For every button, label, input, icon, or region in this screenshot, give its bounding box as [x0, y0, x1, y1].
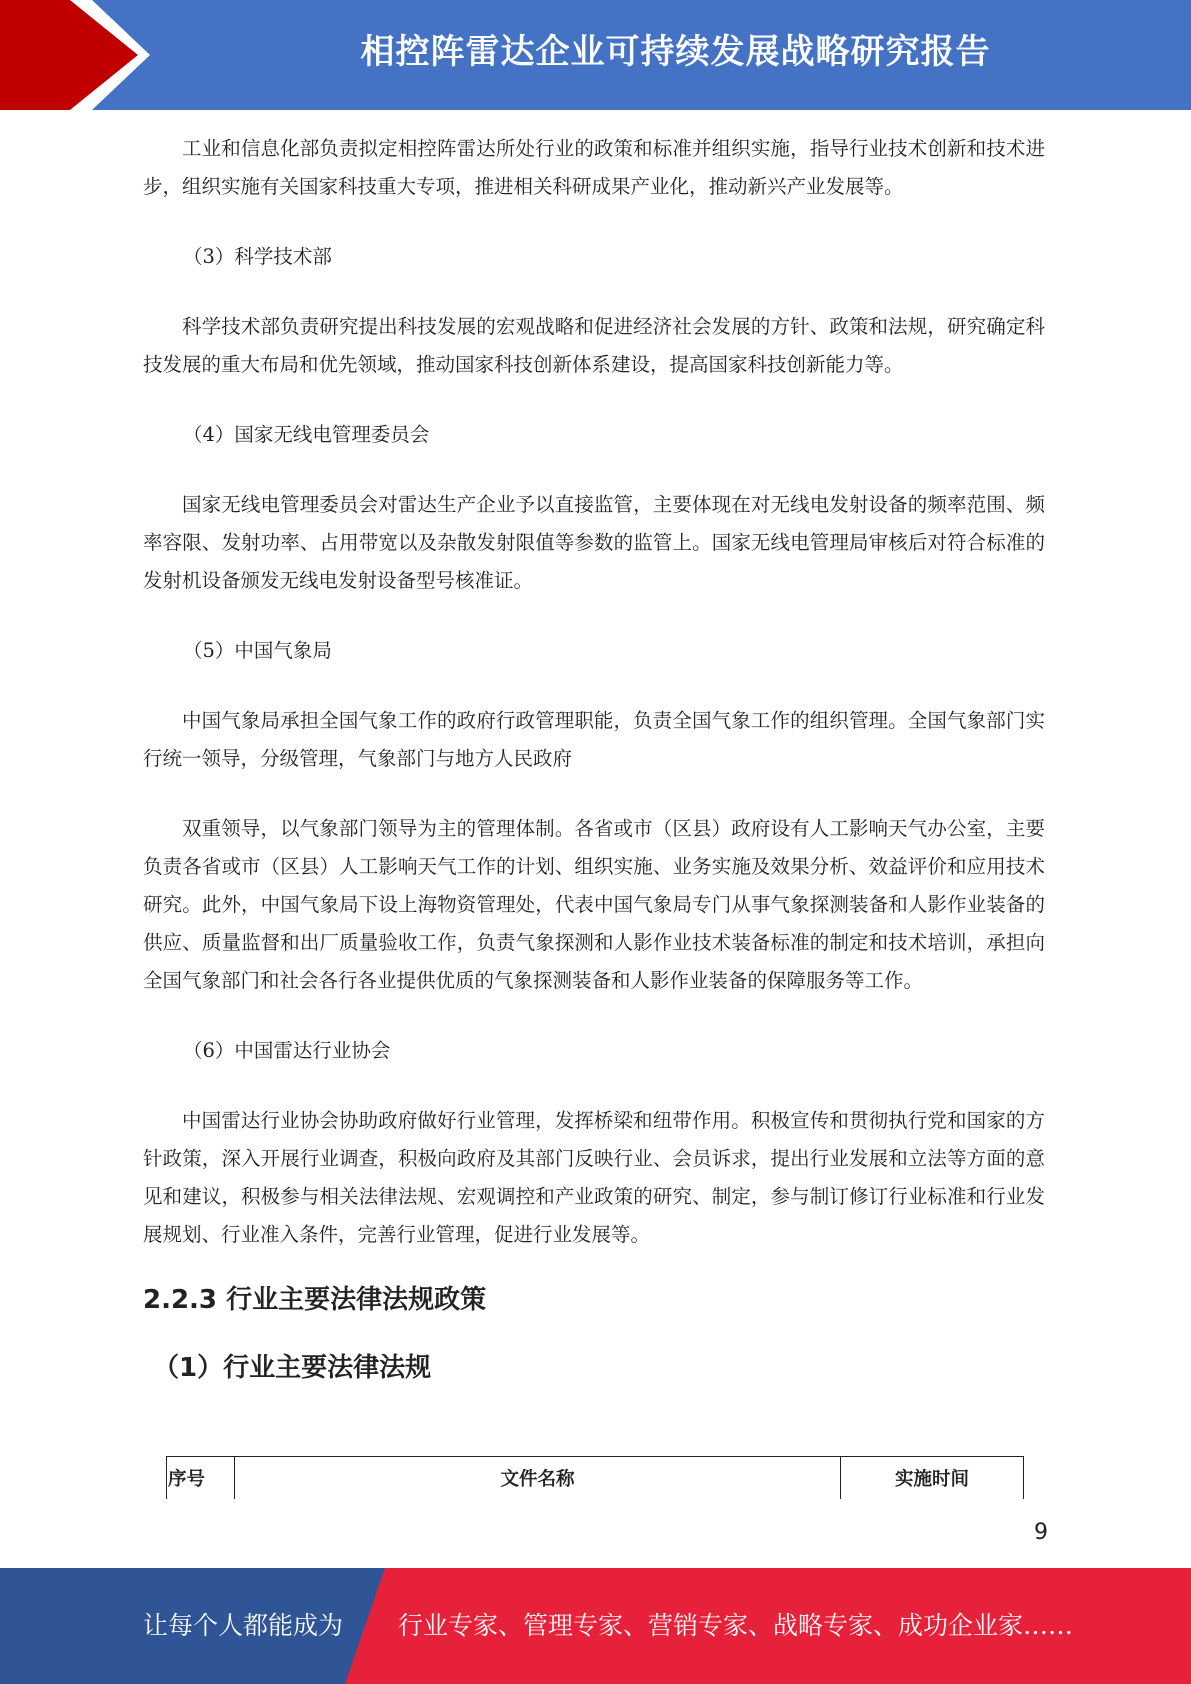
paragraph-miit: 工业和信息化部负责拟定相控阵雷达所处行业的政策和标准并组织实施，指导行业技术创新和技术进步，组织实施有关国家科技重大专项，推进相关科研成果产业化，推动新兴产业发展等。 [143, 137, 1045, 198]
page-number: 9 [1034, 1520, 1048, 1545]
footer-slogan-left: 让每个人都能成为 [143, 1611, 344, 1640]
section-heading: 2.2.3 行业主要法律法规政策 [143, 1285, 487, 1315]
subheading-cma: （5）中国气象局 [183, 639, 332, 662]
subheading-radar-association: （6）中国雷达行业协会 [183, 1039, 391, 1062]
table-header-effective-date: 实施时间 [894, 1469, 969, 1490]
laws-table-header [166, 1456, 1024, 1499]
table-header-document-name: 文件名称 [235, 1457, 841, 1499]
footer-banner [0, 1568, 1191, 1684]
header-banner [0, 0, 1191, 110]
report-title: 相控阵雷达企业可持续发展战略研究报告 [360, 32, 991, 72]
subheading-radio-committee: （4）国家无线电管理委员会 [183, 423, 430, 446]
paragraph-cma-1: 中国气象局承担全国气象工作的政府行政管理职能，负责全国气象工作的组织管理。全国气象部门实行统一领导，分级管理，气象部门与地方人民政府 [143, 709, 1045, 770]
table-header-index: 序号 [167, 1457, 235, 1499]
subsection-heading: （1）行业主要法律法规 [153, 1353, 432, 1383]
document-body [143, 130, 1045, 1388]
subheading-most: （3）科学技术部 [183, 245, 332, 268]
paragraph-radio-committee: 国家无线电管理委员会对雷达生产企业予以直接监管，主要体现在对无线电发射设备的频率范围、频率容限、发射功率、占用带宽以及杂散发射限值等参数的监管上。国家无线电管理局审核后对符合标准的发射机设备颁发无线电发射设备型号核准证。 [143, 493, 1045, 592]
paragraph-most: 科学技术部负责研究提出科技发展的宏观战略和促进经济社会发展的方针、政策和法规，研究确定科技发展的重大布局和优先领域，推动国家科技创新体系建设，提高国家科技创新能力等。 [143, 315, 1045, 376]
paragraph-radar-association: 中国雷达行业协会协助政府做好行业管理，发挥桥梁和纽带作用。积极宣传和贯彻执行党和国家的方针政策，深入开展行业调查，积极向政府及其部门反映行业、会员诉求，提出行业发展和立法等方面的意见和建议，积极参与相关法律法规、宏观调控和产业政策的研究、制定，参与制订修订行业标准和行业发展规划、行业准入条件，完善行业管理，促进行业发展等。 [143, 1109, 1045, 1246]
paragraph-cma-2: 双重领导，以气象部门领导为主的管理体制。各省或市（区县）政府设有人工影响天气办公室，主要负责各省或市（区县）人工影响天气工作的计划、组织实施、业务实施及效果分析、效益评价和应用技术研究。此外，中国气象局下设上海物资管理处，代表中国气象局专门从事气象探测装备和人影作业装备的供应、质量监督和出厂质量验收工作，负责气象探测和人影作业技术装备标准的制定和技术培训，承担向全国气象部门和社会各行各业提供优质的气象探测装备和人影作业装备的保障服务等工作。 [143, 817, 1045, 992]
footer-slogan-right: 行业专家、管理专家、营销专家、战略专家、成功企业家…… [398, 1611, 1074, 1640]
